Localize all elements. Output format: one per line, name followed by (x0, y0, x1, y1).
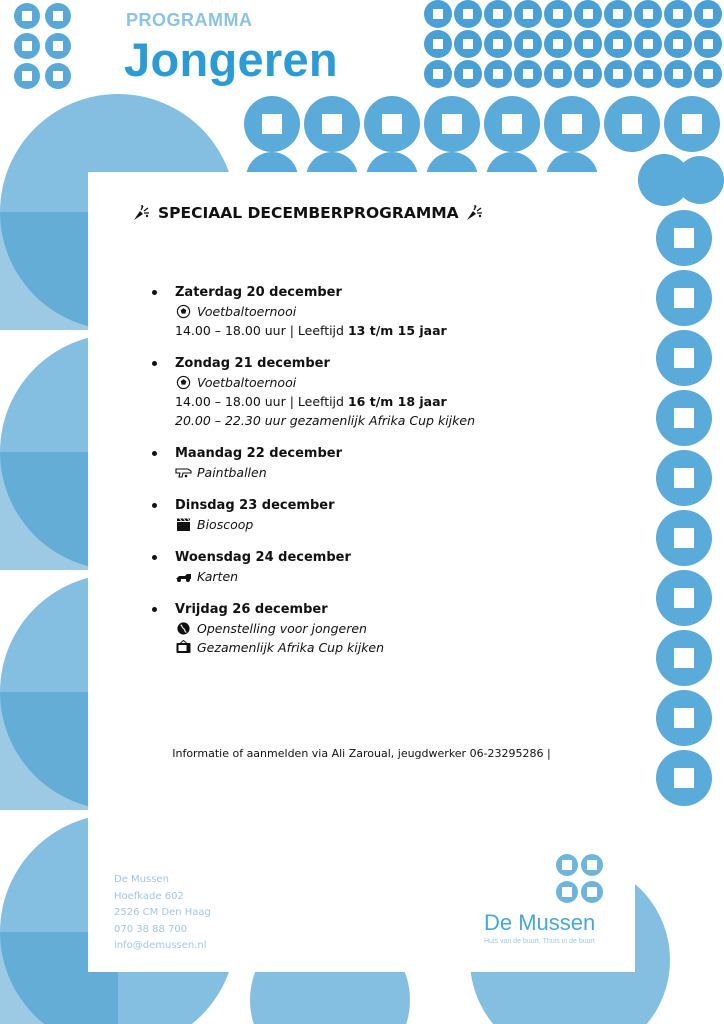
program-title (132, 204, 485, 222)
logo-tagline: Huis van de buurt, Thuis in de buurt (484, 938, 595, 945)
event-extra-text: 20.00 – 22.30 uur gezamenlijk Afrika Cup kijken (175, 413, 475, 428)
firework-icon (132, 204, 152, 222)
bullet (152, 555, 157, 560)
firework-icon (465, 204, 485, 222)
event-time-text: 14.00 – 18.00 uur | Leeftijd (175, 394, 344, 409)
event-activity (175, 302, 608, 321)
bullet (152, 503, 157, 508)
program-panel (88, 172, 635, 972)
program-title-text: SPECIAAL DECEMBERPROGRAMMA (158, 204, 459, 222)
header-subtitle: PROGRAMMA (126, 10, 253, 30)
address-city: 2526 CM Den Haag (114, 907, 211, 918)
event-activity-2 (175, 638, 608, 657)
tv-icon (175, 640, 192, 655)
bullet (152, 361, 157, 366)
page-title: Jongeren (124, 33, 338, 86)
globe-icon (175, 621, 192, 636)
bullet (152, 290, 157, 295)
event-day: Zondag 21 december (175, 356, 330, 371)
event-item (148, 445, 608, 482)
event-activity-text: Voetbaltoernooi (197, 375, 297, 390)
event-activity-text: Bioscoop (197, 517, 254, 532)
event-age: 13 t/m 15 jaar (347, 323, 447, 338)
event-activity-text: Karten (197, 569, 239, 584)
bullet (152, 451, 157, 456)
event-activity-text: Paintballen (197, 465, 267, 480)
event-activity-2-text: Gezamenlijk Afrika Cup kijken (197, 640, 385, 655)
logo-mark (554, 852, 606, 906)
event-activity-text: Voetbaltoernooi (197, 304, 297, 319)
paintball-gun-icon (175, 465, 192, 480)
event-time (175, 321, 608, 340)
event-extra (175, 411, 608, 430)
address-street: Hoefkade 602 (114, 890, 184, 902)
contact-info: Informatie of aanmelden via Ali Zaroual, jeugdwerker 06-23295286 | (172, 747, 551, 760)
event-activity (175, 515, 608, 534)
event-item (148, 355, 608, 430)
kart-icon (175, 569, 192, 584)
event-activity (175, 567, 608, 586)
event-list (148, 284, 608, 672)
event-activity (175, 373, 608, 392)
event-time-text: 14.00 – 18.00 uur | Leeftijd (175, 323, 344, 338)
event-age: 16 t/m 18 jaar (347, 394, 447, 409)
soccer-ball-icon (175, 304, 192, 319)
bullet (152, 607, 157, 612)
clapperboard-icon (175, 517, 192, 532)
address-block (114, 872, 211, 955)
soccer-ball-icon (175, 375, 192, 390)
event-day: Woensdag 24 december (175, 550, 351, 565)
event-day: Dinsdag 23 december (175, 498, 335, 513)
event-time (175, 392, 608, 411)
address-name: De Mussen (114, 874, 169, 885)
event-day: Maandag 22 december (175, 446, 342, 461)
event-day: Vrijdag 26 december (175, 602, 328, 617)
event-activity-text: Openstelling voor jongeren (197, 621, 367, 636)
event-item (148, 549, 608, 586)
address-phone: 070 38 88 700 (114, 923, 188, 935)
address-email: info@demussen.nl (114, 940, 207, 951)
event-activity (175, 463, 608, 482)
event-item (148, 601, 608, 657)
event-item (148, 497, 608, 534)
event-item (148, 284, 608, 340)
event-day: Zaterdag 20 december (175, 285, 342, 300)
logo-name: De Mussen (484, 910, 596, 935)
event-activity (175, 619, 608, 638)
